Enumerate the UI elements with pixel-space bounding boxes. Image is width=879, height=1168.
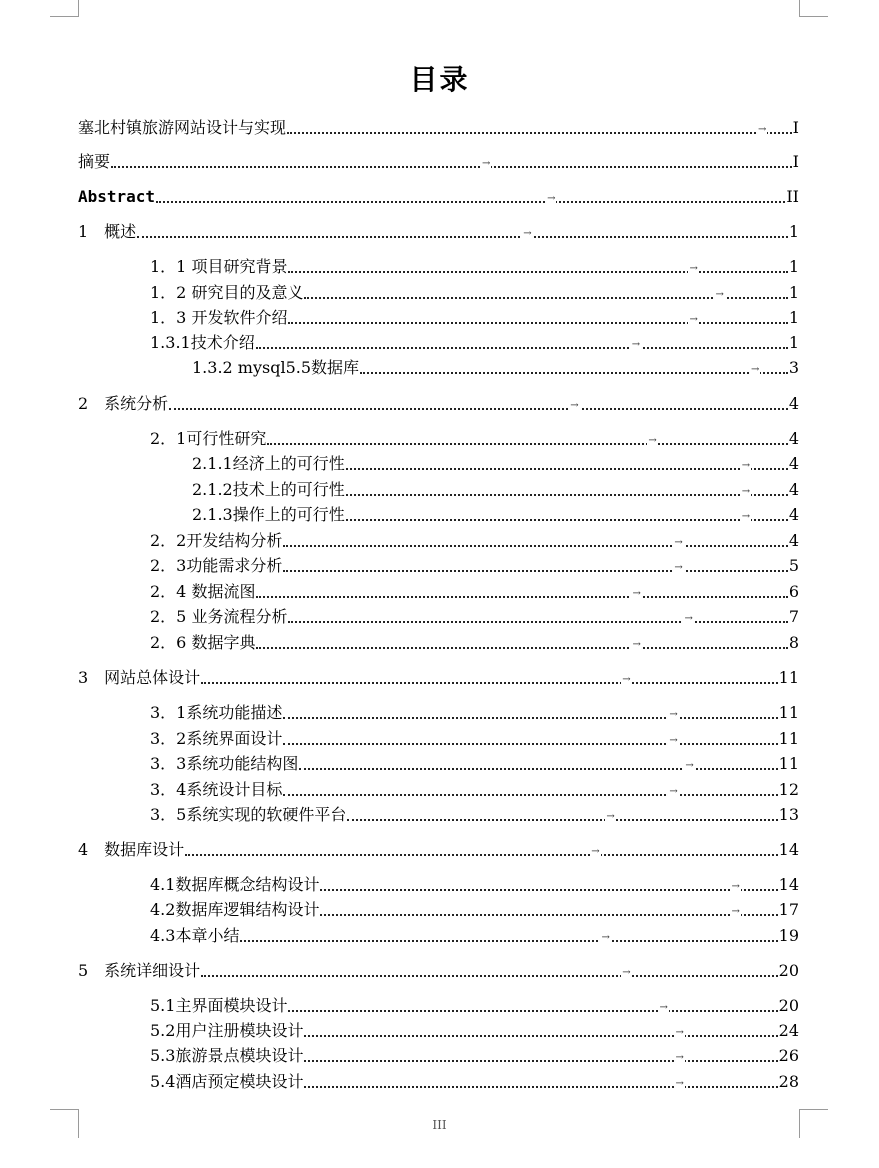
toc-entry-label: 4.2数据库逻辑结构设计 <box>150 900 320 919</box>
tab-arrow-icon: → <box>675 1027 684 1038</box>
toc-entry[interactable] <box>150 898 799 920</box>
dot-leader <box>185 840 777 860</box>
toc-entry[interactable] <box>150 994 799 1016</box>
toc-entry-page: 6 <box>788 582 799 601</box>
toc-entry-page: 1 <box>788 308 799 327</box>
toc-entry[interactable] <box>150 1019 799 1041</box>
toc-entry[interactable] <box>150 1070 799 1092</box>
dot-leader <box>256 633 787 653</box>
toc-entry[interactable] <box>150 752 799 774</box>
toc-entry-label: 3．2系统界面设计 <box>150 729 283 748</box>
dot-leader <box>283 729 777 749</box>
toc-entry-page: 1 <box>788 333 799 352</box>
toc-entry-page: 1 <box>788 222 799 241</box>
dot-leader <box>320 875 777 895</box>
tab-arrow-icon: → <box>758 124 767 135</box>
toc-entry-page: 20 <box>778 996 799 1015</box>
toc-entry[interactable] <box>150 873 799 895</box>
toc-entry-page: 19 <box>778 926 799 945</box>
dot-leader <box>283 780 777 800</box>
dot-leader <box>346 454 788 474</box>
tab-arrow-icon: → <box>741 511 751 522</box>
toc-entry-label: 塞北村镇旅游网站设计与实现 <box>78 118 287 137</box>
toc-entry[interactable] <box>78 116 799 138</box>
toc-entry-label: 3．5系统实现的软硬件平台 <box>150 805 347 824</box>
tab-arrow-icon: → <box>606 811 615 822</box>
tab-arrow-icon: → <box>622 967 631 978</box>
toc-entry[interactable] <box>192 478 799 500</box>
dot-leader <box>111 152 792 172</box>
dot-leader <box>304 283 787 303</box>
page-corner-mark-top-left <box>50 0 79 17</box>
toc-entry-page: I <box>792 152 799 171</box>
toc-entry[interactable] <box>78 220 799 242</box>
toc-entry[interactable] <box>78 150 799 172</box>
toc-entry-label: 4 数据库设计 <box>78 840 185 859</box>
tab-arrow-icon: → <box>684 613 693 624</box>
toc-entry-label: 4.1数据库概念结构设计 <box>150 875 320 894</box>
toc-entry[interactable] <box>150 701 799 723</box>
toc-entry-label: 5.2用户注册模块设计 <box>150 1021 304 1040</box>
toc-entry-label: 3 网站总体设计 <box>78 668 201 687</box>
tab-arrow-icon: → <box>689 263 698 274</box>
toc-entry-page: 4 <box>788 480 799 499</box>
dot-leader <box>360 358 788 378</box>
toc-entry-page: 4 <box>788 454 799 473</box>
toc-entry-page: 4 <box>788 531 799 550</box>
toc-entry-label: 1.3.1技术介绍 <box>150 333 255 352</box>
toc-entry-label: 5.1主界面模块设计 <box>150 996 288 1015</box>
toc-entry[interactable] <box>192 452 799 474</box>
toc-entry-page: 13 <box>778 805 799 824</box>
dot-leader <box>256 333 788 353</box>
tab-arrow-icon: → <box>715 289 724 300</box>
toc-entry[interactable] <box>192 356 799 378</box>
dot-leader <box>240 926 777 946</box>
toc-entry[interactable] <box>150 631 799 653</box>
toc-entry-label: 1 概述 <box>78 222 137 241</box>
tab-arrow-icon: → <box>669 786 678 797</box>
tab-arrow-icon: → <box>689 314 698 325</box>
toc-entry[interactable] <box>150 281 799 303</box>
dot-leader <box>320 900 777 920</box>
toc-entry-page: 4 <box>788 394 799 413</box>
toc-entry-page: II <box>786 187 799 206</box>
dot-leader <box>283 703 777 723</box>
toc-entry[interactable] <box>150 255 799 277</box>
toc-entry[interactable] <box>150 1044 799 1066</box>
toc-entry[interactable] <box>78 959 799 981</box>
toc-entry[interactable] <box>78 392 799 414</box>
toc-entry-label: 5 系统详细设计 <box>78 961 201 980</box>
dot-leader <box>169 394 788 414</box>
toc-entry[interactable] <box>150 580 799 602</box>
toc-entry[interactable] <box>150 529 799 551</box>
dot-leader <box>201 961 777 981</box>
dot-leader <box>346 480 788 500</box>
toc-entry-page: 14 <box>778 875 799 894</box>
toc-entry[interactable] <box>150 331 799 353</box>
toc-entry-label: 1．2 研究目的及意义 <box>150 283 304 302</box>
tab-arrow-icon: → <box>741 486 751 497</box>
toc-entry-label: 2.1.3操作上的可行性 <box>192 505 345 524</box>
toc-entry-page: 8 <box>788 633 799 652</box>
page-number: III <box>432 1118 447 1132</box>
toc-entry-label: 1.3.2 mysql5.5数据库 <box>192 358 360 377</box>
tab-arrow-icon: → <box>631 339 641 350</box>
tab-arrow-icon: → <box>751 364 760 375</box>
toc-entry[interactable] <box>78 185 799 207</box>
toc-entry-page: 20 <box>778 961 799 980</box>
tab-arrow-icon: → <box>632 588 641 599</box>
tab-arrow-icon: → <box>674 537 683 548</box>
toc-entry-label: Abstract <box>78 187 156 206</box>
dot-leader <box>288 257 787 277</box>
tab-arrow-icon: → <box>741 460 751 471</box>
toc-entry-page: 12 <box>778 780 799 799</box>
toc-entry-page: 3 <box>788 358 799 377</box>
tab-arrow-icon: → <box>547 193 556 204</box>
tab-arrow-icon: → <box>570 400 579 411</box>
dot-leader <box>267 429 787 449</box>
dot-leader <box>288 607 787 627</box>
toc-entry-page: 11 <box>778 729 799 748</box>
tab-arrow-icon: → <box>523 228 532 239</box>
toc-entry-page: 24 <box>778 1021 799 1040</box>
dot-leader <box>283 531 787 551</box>
tab-arrow-icon: → <box>659 1002 668 1013</box>
dot-leader <box>304 1072 777 1092</box>
toc-entry-page: 5 <box>788 556 799 575</box>
dot-leader <box>299 754 777 774</box>
toc-entry-page: 26 <box>778 1046 799 1065</box>
toc-entry-label: 2．5 业务流程分析 <box>150 607 288 626</box>
toc-entry-page: 1 <box>788 257 799 276</box>
toc-entry-label: 3．1系统功能描述 <box>150 703 283 722</box>
dot-leader <box>283 556 787 576</box>
toc-entry[interactable] <box>150 306 799 328</box>
toc-entry[interactable] <box>78 666 799 688</box>
toc-entry-label: 2．4 数据流图 <box>150 582 256 601</box>
toc-entry-page: 4 <box>788 505 799 524</box>
toc-entry-label: 5.4酒店预定模块设计 <box>150 1072 304 1091</box>
tab-arrow-icon: → <box>685 760 694 771</box>
tab-arrow-icon: → <box>731 906 740 917</box>
toc-entry-label: 3．3系统功能结构图 <box>150 754 299 773</box>
toc-entry-page: 11 <box>778 668 799 687</box>
toc-entry[interactable] <box>78 838 799 860</box>
dot-leader <box>347 805 777 825</box>
tab-arrow-icon: → <box>632 639 641 650</box>
toc-entry-label: 2．3功能需求分析 <box>150 556 283 575</box>
dot-leader <box>346 505 788 525</box>
toc-entry-label: 2．6 数据字典 <box>150 633 256 652</box>
toc-entry-label: 2 系统分析 <box>78 394 169 413</box>
toc-entry-page: 11 <box>778 703 799 722</box>
tab-arrow-icon: → <box>601 932 610 943</box>
toc-entry[interactable] <box>150 803 799 825</box>
tab-arrow-icon: → <box>731 881 740 892</box>
toc-entry[interactable] <box>192 503 799 525</box>
toc-entry-page: 28 <box>778 1072 799 1091</box>
tab-arrow-icon: → <box>675 1078 684 1089</box>
toc-entry-page: 11 <box>778 754 799 773</box>
tab-arrow-icon: → <box>482 158 491 169</box>
toc-entry-label: 2．2开发结构分析 <box>150 531 283 550</box>
toc-entry-label: 3．4系统设计目标 <box>150 780 283 799</box>
toc-title: 目录 <box>409 63 470 96</box>
toc-entry-page: I <box>792 118 799 137</box>
dot-leader <box>256 582 787 602</box>
dot-leader <box>304 1046 777 1066</box>
toc-entry-label: 2.1.2技术上的可行性 <box>192 480 345 499</box>
tab-arrow-icon: → <box>669 709 678 720</box>
toc-entry-page: 17 <box>778 900 799 919</box>
toc-entry[interactable] <box>150 427 799 449</box>
toc-entry[interactable] <box>150 605 799 627</box>
toc-entry-label: 2.1.1经济上的可行性 <box>192 454 345 473</box>
toc-entry-page: 7 <box>788 607 799 626</box>
tab-arrow-icon: → <box>648 435 657 446</box>
page-corner-mark-top-right <box>799 0 828 17</box>
toc-entry[interactable] <box>150 924 799 946</box>
dot-leader <box>137 222 788 242</box>
dot-leader <box>288 996 777 1016</box>
dot-leader <box>304 1021 777 1041</box>
toc-entry-page: 14 <box>778 840 799 859</box>
toc-entry-page: 1 <box>788 283 799 302</box>
tab-arrow-icon: → <box>674 562 683 573</box>
toc-entry-page: 4 <box>788 429 799 448</box>
dot-leader <box>201 668 777 688</box>
tab-arrow-icon: → <box>622 674 631 685</box>
tab-arrow-icon: → <box>675 1052 684 1063</box>
toc-entry-label: 4.3本章小结 <box>150 926 240 945</box>
dot-leader <box>288 308 787 328</box>
tab-arrow-icon: → <box>591 846 600 857</box>
toc-entry-label: 1．3 开发软件介绍 <box>150 308 288 327</box>
toc-entry-label: 5.3旅游景点模块设计 <box>150 1046 304 1065</box>
toc-entry-label: 摘要 <box>78 152 111 171</box>
tab-arrow-icon: → <box>669 735 678 746</box>
toc-entry[interactable] <box>150 727 799 749</box>
toc-entry[interactable] <box>150 554 799 576</box>
dot-leader <box>156 187 785 207</box>
dot-leader <box>287 118 792 138</box>
toc-entry[interactable] <box>150 778 799 800</box>
toc-entry-label: 2．1可行性研究 <box>150 429 267 448</box>
toc-entry-label: 1．1 项目研究背景 <box>150 257 288 276</box>
